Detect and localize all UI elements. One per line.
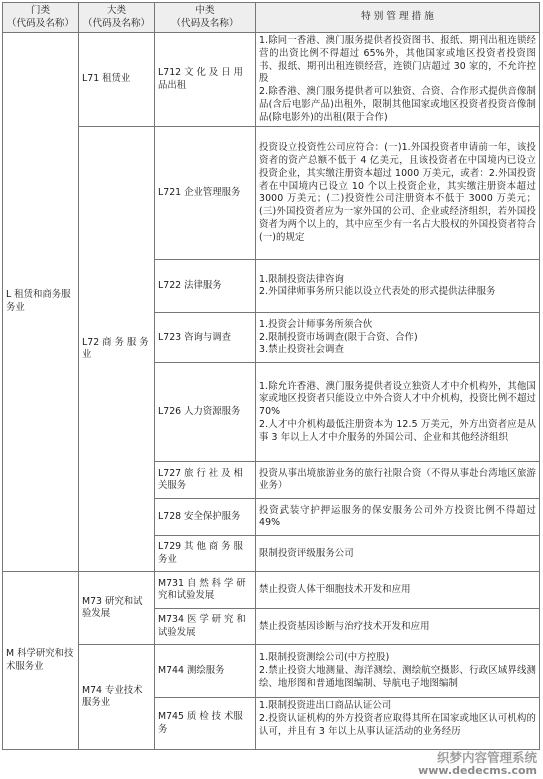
measure-item: 1.投资会计师事务所须合伙 xyxy=(259,318,373,330)
header-mid-sub: （代码及名称） xyxy=(171,17,239,29)
measures-L721 xyxy=(256,127,540,260)
measure-item: 限制投资评级服务公司 xyxy=(259,547,354,559)
measure-item: 投资从事出境旅游业务的旅行社限合资（不得从事赴台湾地区旅游业务） xyxy=(259,467,536,492)
header-mid-category xyxy=(155,3,256,33)
big-category-M74: M74 专业技术服务业 xyxy=(79,645,155,750)
measure-item: 投资设立投资性公司应符合：(一)1.外国投资者申请前一年，该投资者的资产总额不低于 4 亿美元，且该投资者在中国境内已设立投资企业，其实缴注册资本超过 1000 万美元，或者：2.外国投资者在中国境内已设立 10 个以上投资企业，其实缴注册资本超过 3000 万美元；(二)投资性公司注册资本不低于 3000 万美元；(三)外国投资者应为一家外国的公司、企业或经济组织，若外国投资者为两个以上的，其中应至少有一名占大股权的外国投资者符合(一)的规定 xyxy=(259,142,536,243)
header-door-category xyxy=(3,3,79,33)
table-row xyxy=(3,572,540,609)
regulation-table xyxy=(2,2,540,750)
measures-M745 xyxy=(256,698,540,750)
mid-category-L727: L727 旅 行 社 及 相关服务 xyxy=(155,462,256,499)
mid-category-L729: L729 其 他 商 务 服务业 xyxy=(155,536,256,572)
measures-L723 xyxy=(256,313,540,363)
measures-M734 xyxy=(256,609,540,645)
measure-item: 1.限制投资进出口商品认证公司 xyxy=(259,700,392,712)
watermark-title: 织梦内容管理系统 xyxy=(436,749,537,765)
measures-L729 xyxy=(256,536,540,572)
measure-item: 禁止投资基因诊断与治疗技术开发和应用 xyxy=(259,620,430,632)
header-door-title: 门类 xyxy=(30,5,51,17)
header-big-sub: （代码及名称） xyxy=(82,17,151,29)
mid-category-L723: L723 咨询与调查 xyxy=(155,313,256,363)
measures-M744 xyxy=(256,645,540,698)
big-category-M73: M73 研究和试验发展 xyxy=(79,572,155,645)
measure-item: 1.限制投资法律咨询 xyxy=(259,273,344,285)
mid-category-L726: L726 人力资源服务 xyxy=(155,363,256,462)
measure-item: 2.投资认证机构的外方投资者应取得其所在国家或地区认可机构的认可，并且有 3 年以上从事认证活动的业务经历 xyxy=(259,713,536,738)
mid-category-L712: L712 文 化 及 日 用品出租 xyxy=(155,33,256,127)
measures-L712 xyxy=(256,33,540,127)
measure-item: 1.限制投资测绘公司(中方控股) xyxy=(259,652,390,664)
mid-category-M745: M745 质 检 技 术服务 xyxy=(155,698,256,750)
measures-L728 xyxy=(256,499,540,536)
watermark xyxy=(418,751,537,778)
measures-L722 xyxy=(256,260,540,313)
door-category-M: M 科学研究和技术服务业 xyxy=(3,572,79,750)
watermark-url: www.dedecms.com xyxy=(418,764,537,778)
measure-item: 2.禁止投资大地测量、海洋测绘、测绘航空摄影、行政区域界线测绘、地形图和普通地图编制、导航电子地图编制 xyxy=(259,665,536,689)
measure-item: 2.限制投资市场调查(限于合资、合作) xyxy=(259,331,418,343)
measure-item: 1.除同一香港、澳门服务提供者投资图书、报纸、期刊出租连锁经营的出资比例不得超过 65%外，其他国家或地区投资者投资图书、报纸、期刊出租连锁经营，连锁门店超过 30 家的，不允许控股 xyxy=(259,35,536,85)
big-category-L71: L71 租赁业 xyxy=(79,33,155,127)
measure-item: 2.除香港、澳门服务提供者可以独资、合资、合作形式提供音像制品(含后电影产品)出租外，限制其他国家或地区投资者投资音像制品(除电影外)的出租(限于合作) xyxy=(259,86,536,123)
mid-category-M731: M731 自 然 科 学 研究和试验发展 xyxy=(155,572,256,609)
measure-item: 3.禁止投资社会调查 xyxy=(259,344,344,356)
header-door-sub: （代码及名称） xyxy=(6,17,75,29)
header-row xyxy=(3,3,540,33)
measure-item: 2.外国律师事务所只能以设立代表处的形式提供法律服务 xyxy=(259,286,496,298)
mid-category-L721: L721 企业管理服务 xyxy=(155,127,256,260)
measure-item: 投资武装守护押运服务的保安服务公司外方投资比例不得超过 49% xyxy=(259,504,536,529)
mid-category-M734: M734 医 学 研 究 和试验发展 xyxy=(155,609,256,645)
table-row xyxy=(3,127,540,260)
door-category-L: L 租赁和商务服务业 xyxy=(3,33,79,572)
header-big-title: 大类 xyxy=(106,5,127,17)
table-row xyxy=(3,33,540,127)
measures-L727 xyxy=(256,462,540,499)
header-mid-title: 中类 xyxy=(195,5,215,17)
header-measures: 特 别 管 理 措 施 xyxy=(256,3,540,33)
measures-L726 xyxy=(256,363,540,462)
measure-item: 禁止投资人体干细胞技术开发和应用 xyxy=(259,584,411,596)
measure-item: 1.除允许香港、澳门服务提供者设立独资人才中介机构外，其他国家或地区投资者只能设立中外合资人才中介机构，投资比例不超过 70% xyxy=(259,380,536,418)
measures-M731 xyxy=(256,572,540,609)
mid-category-L728: L728 安全保护服务 xyxy=(155,499,256,536)
measure-item: 2.人才中介机构最低注册资本为 12.5 万美元，外方出资者应是从事 3 年以上人才中介服务的外国公司、企业和其他经济组织 xyxy=(259,418,536,443)
big-category-L72: L72 商 务 服 务业 xyxy=(79,127,155,572)
table-row xyxy=(3,645,540,698)
mid-category-M744: M744 测绘服务 xyxy=(155,645,256,698)
header-big-category xyxy=(79,3,155,33)
mid-category-L722: L722 法律服务 xyxy=(155,260,256,313)
